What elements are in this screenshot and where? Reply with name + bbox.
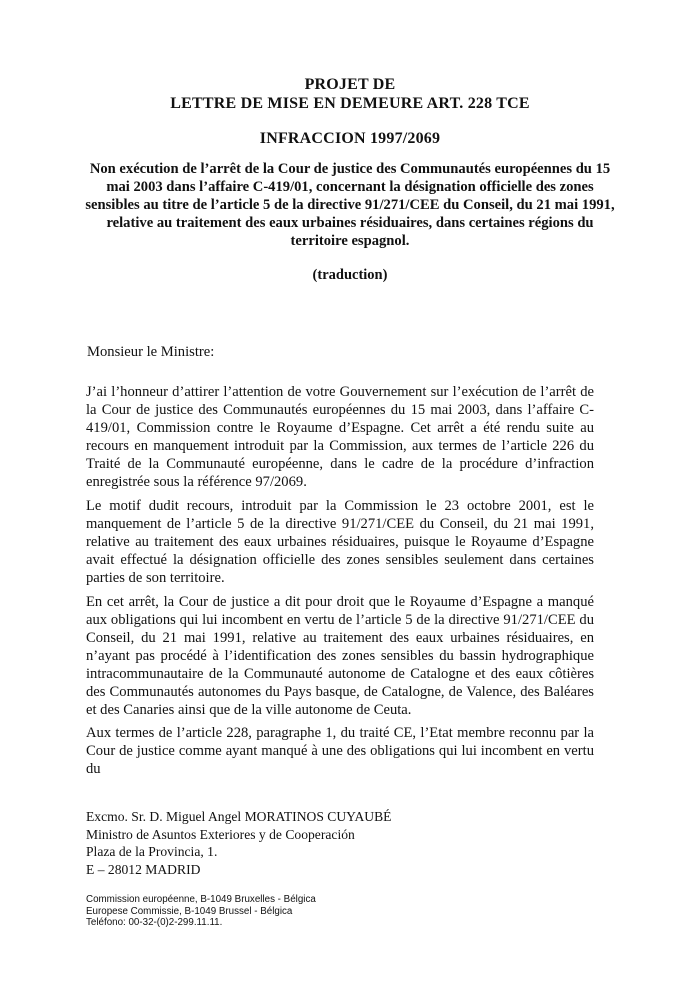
doc-title-line1: PROJET DE xyxy=(304,76,396,93)
recipient-address xyxy=(86,808,392,878)
recipient-street: Plaza de la Provincia, 1. xyxy=(86,844,218,859)
body-paragraph: Aux termes de l’article 228, paragraphe 1, du traité CE, l’Etat membre reconnu par la Cour de justice comme ayant manqué à une des obligations qui lui incombent en vertu du xyxy=(86,725,594,777)
footer-line: Commission européenne, B-1049 Bruxelles - Bélgica xyxy=(86,894,316,905)
translation-note: (traduction) xyxy=(312,267,388,283)
body-paragraph: Le motif dudit recours, introduit par la Commission le 23 octobre 2001, est le manquement de l’article 5 de la directive 91/271/CEE du Conseil, du 21 mai 1991, relative au traitement des eaux urbaines résiduaires, puisque le Royaume d’Espagne avait effectué la désignation officielle des zones sensibles seulement dans certaines parties de son territoire. xyxy=(86,498,594,586)
footer-line: Europese Commissie, B-1049 Brussel - Bélgica xyxy=(86,905,293,917)
subject-heading: Non exécution de l’arrêt de la Cour de justice des Communautés européennes du 15 mai 2003 dans l’affaire C-419/01, concernant la désignation officielle des zones sensibles au titre de l’article 5 de la directive 91/271/CEE du Conseil, du 21 mai 1991, relative au traitement des eaux urbaines résiduaires, dans certaines régions du territoire espagnol. xyxy=(85,161,615,249)
salutation: Monsieur le Ministre: xyxy=(87,344,215,360)
infraction-number: INFRACCION 1997/2069 xyxy=(259,130,441,147)
footer-contact xyxy=(86,894,316,929)
recipient-city: E – 28012 MADRID xyxy=(86,861,201,877)
body-paragraph: J’ai l’honneur d’attirer l’attention de votre Gouvernement sur l’exécution de l’arrêt de la Cour de justice des Communautés européennes du 15 mai 2003, dans l’affaire C-419/01, Commission contre le Royaume d’Espagne. Cet arrêt a été rendu suite au recours en manquement introduit par la Commission, aux termes de l’article 226 du Traité de la Communauté européenne, dans le cadre de la procédure d’infraction enregistrée sous la référence 97/2069. xyxy=(86,384,594,490)
recipient-name: Excmo. Sr. D. Miguel Angel MORATINOS CUYAUBÉ xyxy=(86,809,392,824)
doc-title-line2: LETTRE DE MISE EN DEMEURE ART. 228 TCE xyxy=(170,95,530,112)
body-paragraph: En cet arrêt, la Cour de justice a dit pour droit que le Royaume d’Espagne a manqué aux obligations qui lui incombent en vertu de l’article 5 de la directive 91/271/CEE du Conseil, du 21 mai 1991, relative au traitement des eaux urbaines résiduaires, en n’ayant pas procédé à l’identification des zones sensibles du bassin hydrographique intracommunautaire de la Communauté autonome de Catalogne et des eaux côtières des Communautés autonomes du Pays basque, de Catalogne, de Valence, des Baléares et des Canaries ainsi que de la ville autonome de Ceuta. xyxy=(86,594,594,718)
footer-line: Teléfono: 00-32-(0)2-299.11.11. xyxy=(86,917,223,928)
recipient-title: Ministro de Asuntos Exteriores y de Cooperación xyxy=(86,826,355,842)
